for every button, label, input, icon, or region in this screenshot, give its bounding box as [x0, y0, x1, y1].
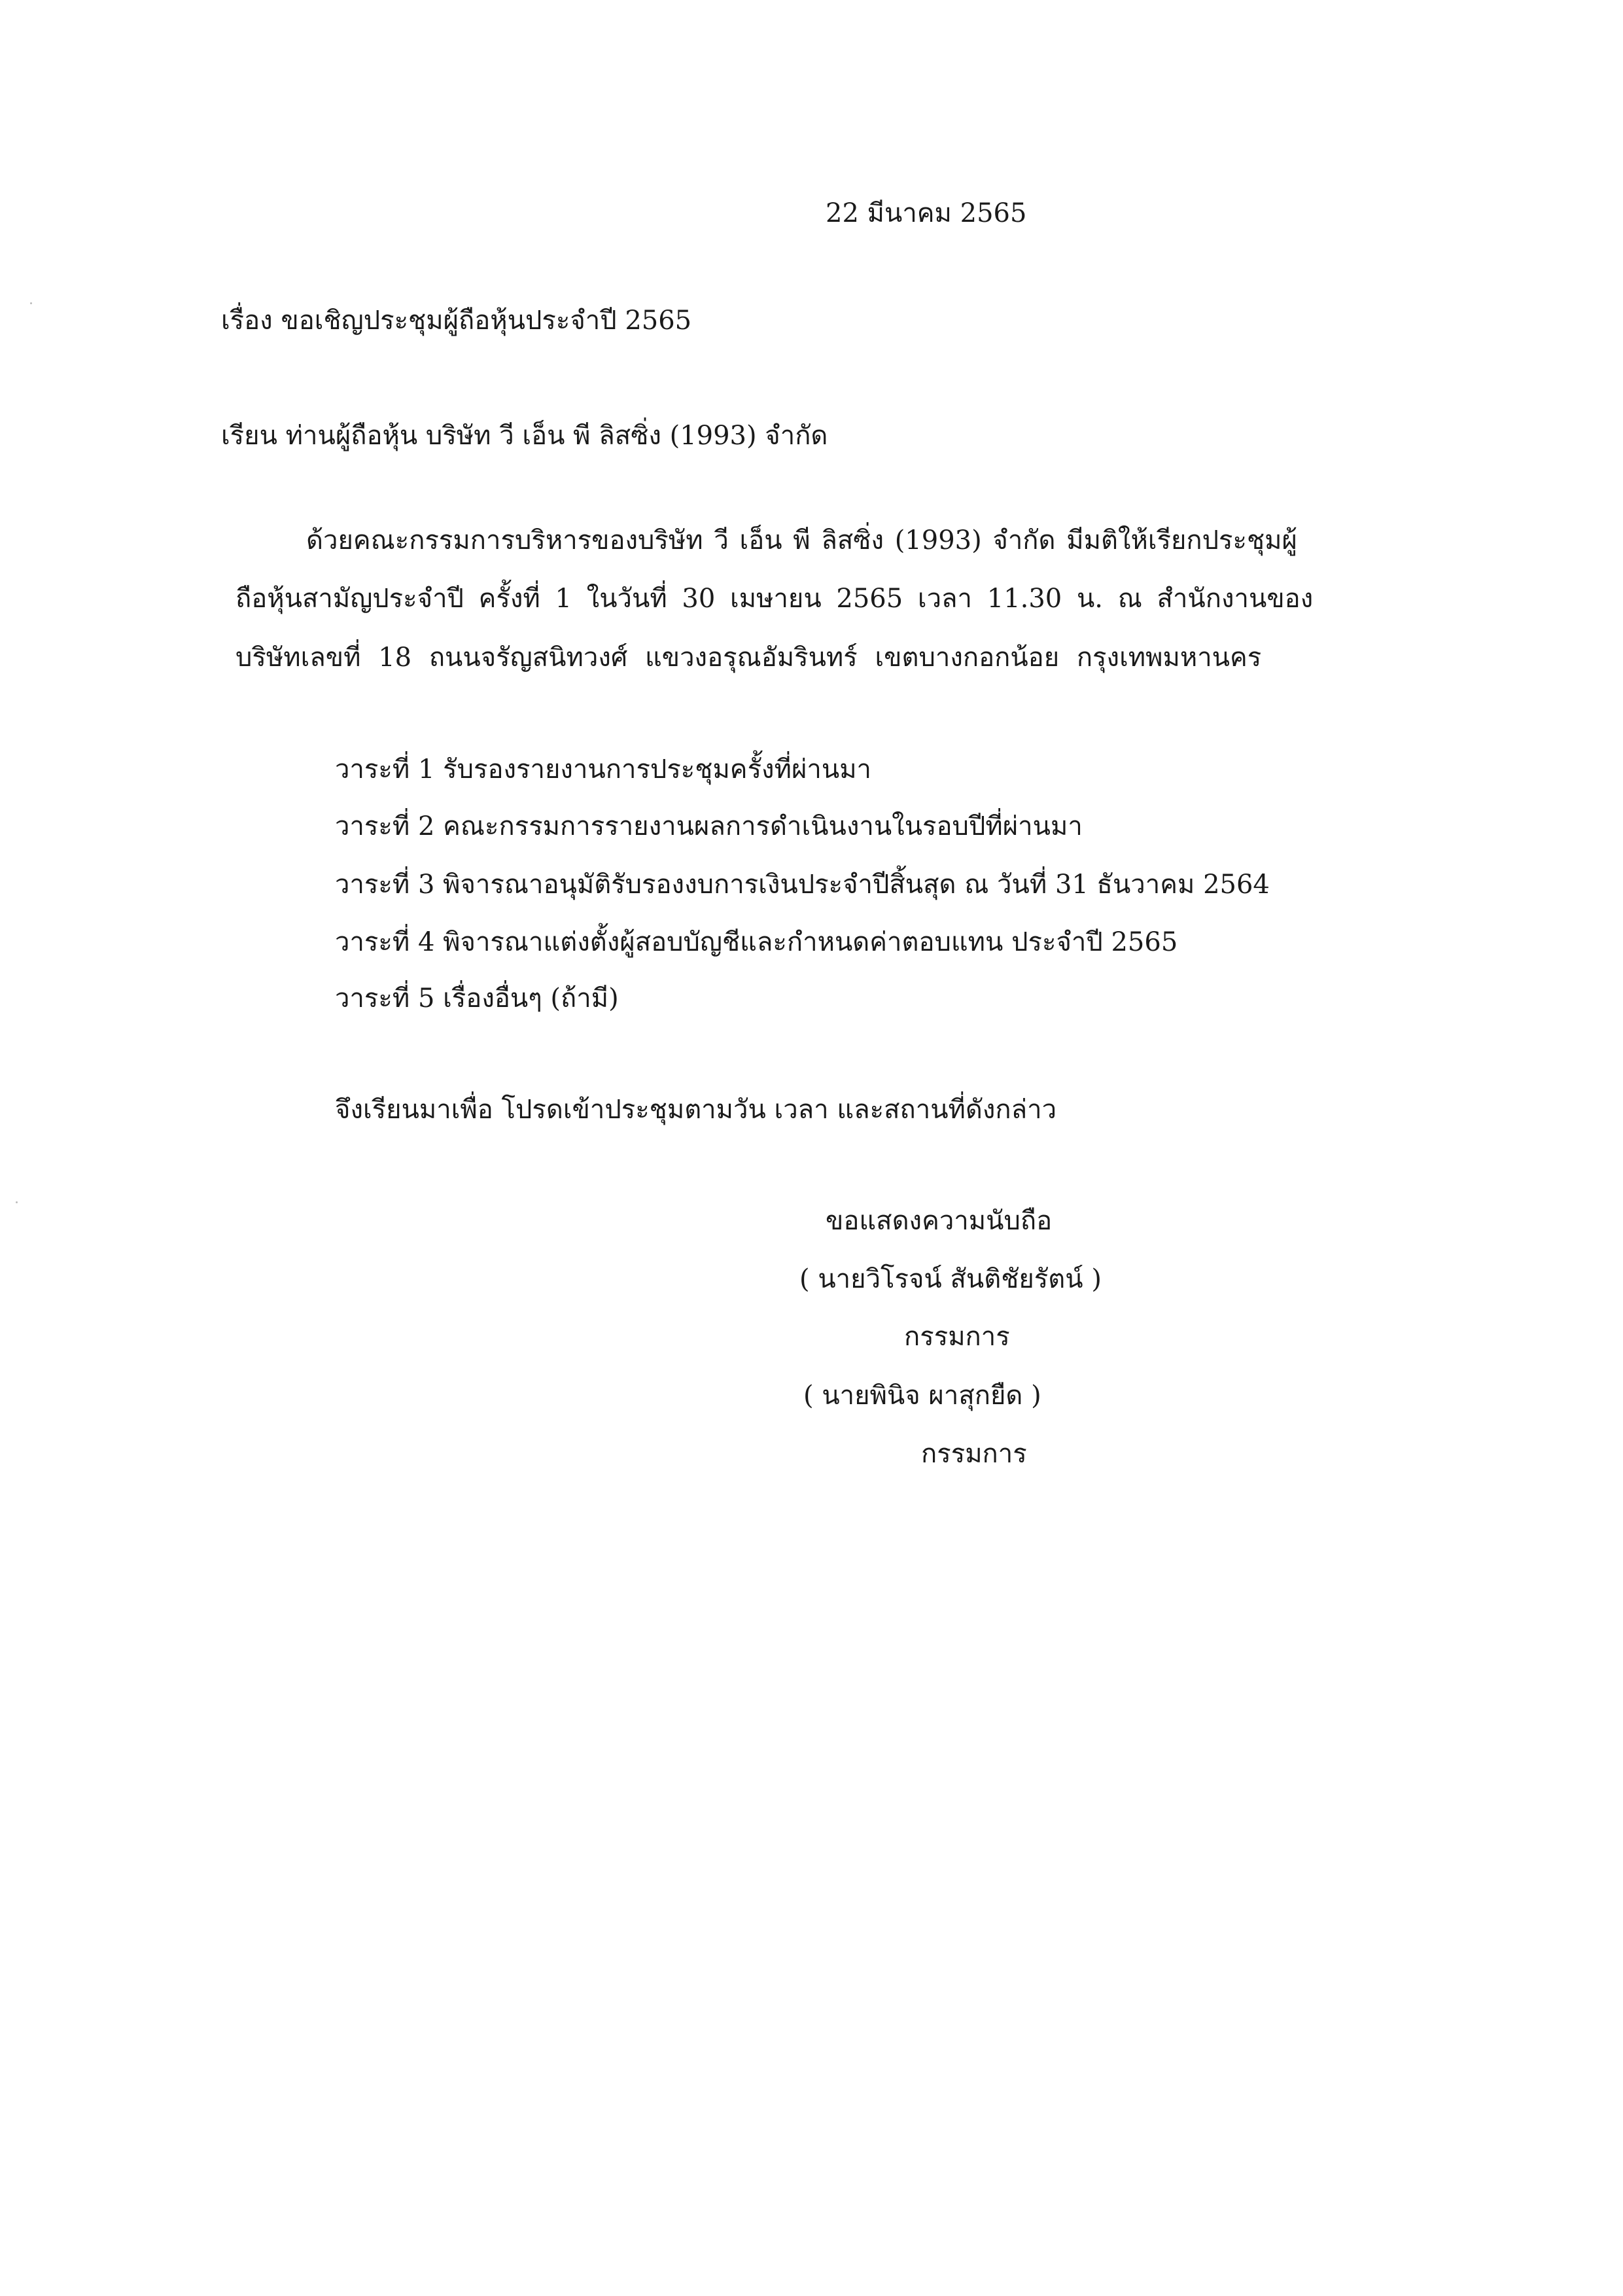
- agenda-item-4: วาระที่ 4 พิจารณาแต่งตั้งผู้สอบบัญชีและกำหนดค่าตอบแทน ประจำปี 2565: [335, 927, 1178, 957]
- letter-date: 22 มีนาคม 2565: [826, 198, 1027, 228]
- agenda-item-2: วาระที่ 2 คณะกรรมการรายงานผลการดำเนินงานในรอบปีที่ผ่านมา: [335, 811, 1083, 841]
- body-line-1: ด้วยคณะกรรมการบริหารของบริษัท วี เอ็น พี ลิสซิ่ง (1993) จำกัด มีมติให้เรียกประชุมผู้: [306, 525, 1297, 556]
- closing-sentence: จึงเรียนมาเพื่อ โปรดเข้าประชุมตามวัน เวลา และสถานที่ดังกล่าว: [335, 1095, 1057, 1125]
- agenda-item-5: วาระที่ 5 เรื่องอื่นๆ (ถ้ามี): [335, 983, 619, 1014]
- signatory-2-title: กรรมการ: [921, 1439, 1027, 1469]
- body-line-2: ถือหุ้นสามัญประจำปี ครั้งที่ 1 ในวันที่ 30 เมษายน 2565 เวลา 11.30 น. ณ สำนักงานของ: [236, 584, 1314, 614]
- letter-salutation: เรียน ท่านผู้ถือหุ้น บริษัท วี เอ็น พี ลิสซิ่ง (1993) จำกัด: [221, 421, 828, 451]
- regards: ขอแสดงความนับถือ: [826, 1206, 1053, 1236]
- body-line-3: บริษัทเลขที่ 18 ถนนจรัญสนิทวงศ์ แขวงอรุณอัมรินทร์ เขตบางกอกน้อย กรุงเทพมหานคร: [236, 643, 1262, 673]
- agenda-item-3: วาระที่ 3 พิจารณาอนุมัติรับรองงบการเงินประจำปีสิ้นสุด ณ วันที่ 31 ธันวาคม 2564: [335, 870, 1270, 900]
- signatory-1-title: กรรมการ: [904, 1322, 1010, 1352]
- scan-speck: [16, 1201, 18, 1203]
- agenda-item-1: วาระที่ 1 รับรองรายงานการประชุมครั้งที่ผ่านมา: [335, 754, 872, 785]
- letter-subject: เรื่อง ขอเชิญประชุมผู้ถือหุ้นประจำปี 2565: [221, 306, 692, 336]
- scan-speck: [30, 302, 32, 304]
- signatory-2-name: ( นายพินิจ ผาสุกยืด ): [803, 1381, 1041, 1411]
- signatory-1-name: ( นายวิโรจน์ สันติชัยรัตน์ ): [799, 1264, 1102, 1294]
